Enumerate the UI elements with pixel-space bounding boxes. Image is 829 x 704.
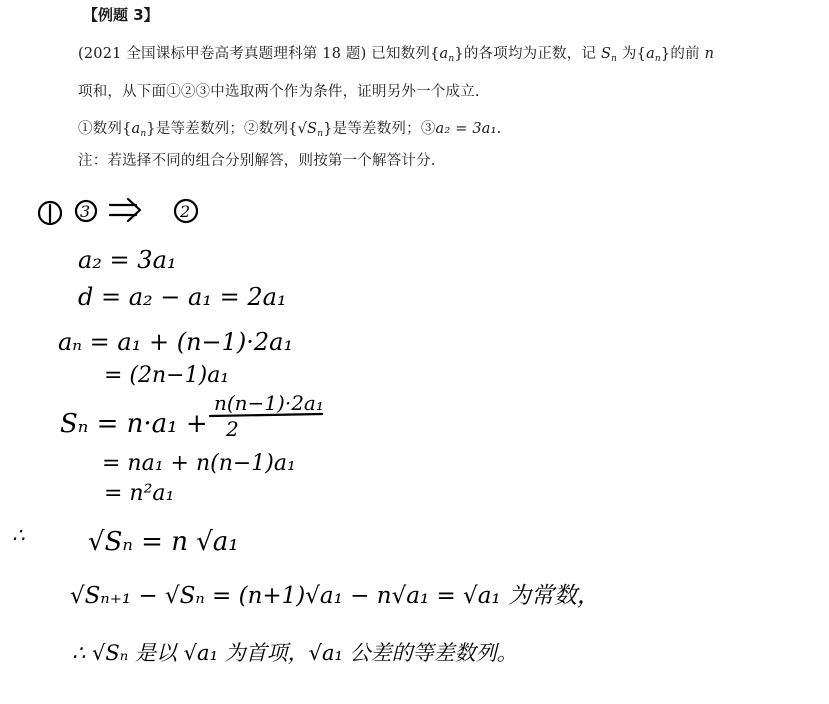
sum-S-sub-2: n bbox=[317, 129, 324, 139]
line1-mid: 的各项均为正数，记 bbox=[463, 46, 597, 62]
row-8-therefore: ∴ bbox=[12, 523, 25, 547]
line3-c: 是等差数列；③ bbox=[332, 121, 436, 137]
row-2: d = a₂ − a₁ = 2a₁ bbox=[78, 283, 287, 311]
line3-end: . bbox=[496, 121, 502, 137]
row-7: = n²a₁ bbox=[104, 481, 175, 506]
seq-a-sub: n bbox=[448, 54, 455, 64]
example-heading: 【例题 3】 bbox=[83, 6, 159, 24]
seq-a: a bbox=[439, 46, 449, 62]
row-4: = (2n−1)a₁ bbox=[104, 363, 230, 388]
row-6: = na₁ + n(n−1)a₁ bbox=[102, 451, 296, 476]
line3-a: ①数列 bbox=[78, 121, 123, 137]
line1-end: 的前 bbox=[670, 46, 700, 62]
problem-note: 注：若选择不同的组合分别解答，则按第一个解答计分. bbox=[78, 153, 436, 169]
row-1: a₂ = 3a₁ bbox=[78, 246, 177, 274]
svg-text:3: 3 bbox=[80, 202, 91, 221]
seq-a-sub-3: n bbox=[140, 129, 147, 139]
row-3: aₙ = a₁ + (n−1)·2a₁ bbox=[58, 328, 294, 356]
row-5-lhs: Sₙ = n·a₁ + bbox=[60, 409, 208, 439]
line1-mid2: 为 bbox=[621, 46, 637, 62]
sum-S-2: S bbox=[307, 121, 318, 137]
line1-pre: (2021 全国课标甲卷高考真题理科第 18 题) 已知数列 bbox=[78, 46, 431, 62]
var-n: n bbox=[704, 46, 715, 62]
problem-line-3: ①数列$\{a_n\}$是等差数列；②数列$\{√S_n\}$是等差数列；③a₂ = 3a₁. bbox=[78, 121, 502, 139]
seq-a-sub-2: n bbox=[654, 54, 661, 64]
problem-line-2: 项和，从下面①②③中选取两个作为条件，证明另外一个成立. bbox=[78, 84, 480, 100]
sum-S: S bbox=[600, 46, 612, 62]
row-10: ∴ √Sₙ 是以 √a₁ 为首项，√a₁ 公差的等差数列。 bbox=[72, 641, 518, 665]
svg-text:2: 2 bbox=[180, 202, 191, 221]
row-8: √Sₙ = n √a₁ bbox=[88, 527, 239, 557]
row-0 bbox=[39, 199, 197, 224]
row-5-den: 2 bbox=[226, 417, 239, 441]
seq-a-3: a bbox=[131, 121, 141, 137]
line3-b: 是等差数列；②数列 bbox=[155, 121, 289, 137]
sum-S-sub: n bbox=[611, 54, 618, 64]
condition-3: a₂ = 3a₁ bbox=[435, 121, 497, 137]
problem-line-1: (2021 全国课标甲卷高考真题理科第 18 题) 已知数列$\{a_n\}$的各项均为正数，记 $S_n$ 为$\{a_n\}$的前 n bbox=[78, 46, 715, 64]
row-5-num: n(n−1)·2a₁ bbox=[214, 391, 324, 415]
row-5 bbox=[60, 391, 324, 441]
row-9: √Sₙ₊₁ − √Sₙ = (n+1)√a₁ − n√a₁ = √a₁ 为常数， bbox=[70, 583, 600, 609]
seq-a-2: a bbox=[646, 46, 655, 62]
